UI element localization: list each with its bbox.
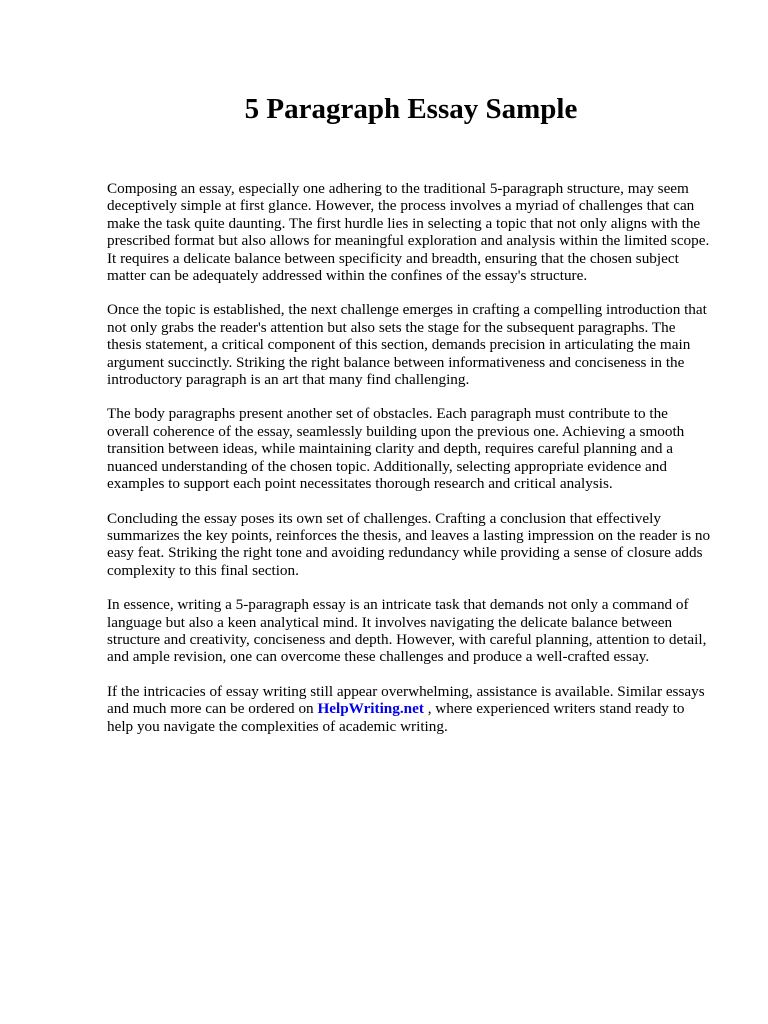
paragraph-5: In essence, writing a 5-paragraph essay is an intricate task that demands not only a command of language but also a keen analytical mind. It involves navigating the delicate balance between structure and creativity, conciseness and depth. However, with careful planning, attention to detail, and ample revision, one can overcome these challenges and produce a well-crafted essay.	[107, 596, 707, 666]
helpwriting-link[interactable]: HelpWriting.net	[317, 700, 424, 718]
paragraph-2: Once the topic is established, the next challenge emerges in crafting a compelling introduction that not only grabs the reader's attention but also sets the stage for the subsequent paragraphs. The thesis statement, a critical component of this section, demands precision in articulating the main argument succinctly. Striking the right balance between informativeness and conciseness in the introductory paragraph is an art that many find challenging.	[107, 301, 707, 389]
paragraph-6-after-link: , where experienced writers stand ready to help you navigate the complexities of academic writing.	[107, 700, 685, 735]
paragraph-4: Concluding the essay poses its own set of challenges. Crafting a conclusion that effectively summarizes the key points, reinforces the thesis, and leaves a lasting impression on the reader is no easy feat. Striking the right tone and avoiding redundancy while providing a sense of closure adds complexity to this final section.	[107, 509, 711, 579]
paragraph-6	[107, 683, 711, 735]
paragraph-3: The body paragraphs present another set of obstacles. Each paragraph must contribute to the overall coherence of the essay, seamlessly building upon the previous one. Achieving a smooth transition between ideas, while maintaining clarity and depth, requires careful planning and a nuanced understanding of the chosen topic. Additionally, selecting appropriate evidence and examples to support each point necessitates thorough research and critical analysis.	[107, 405, 685, 493]
paragraph-1: Composing an essay, especially one adhering to the traditional 5-paragraph structure, may seem deceptively simple at first glance. However, the process involves a myriad of challenges that can make the task quite daunting. The first hurdle lies in selecting a topic that not only aligns with the prescribed format but also allows for meaningful exploration and analysis within the limited scope. It requires a delicate balance between specificity and breadth, ensuring that the chosen subject matter can be adequately addressed within the confines of the essay's structure.	[107, 180, 710, 285]
paragraph-6-before-link: If the intricacies of essay writing still appear overwhelming, assistance is available. Similar essays and much more can be ordered on	[107, 682, 705, 718]
essay-body	[107, 180, 711, 752]
page-title: 5 Paragraph Essay Sample	[244, 93, 578, 125]
